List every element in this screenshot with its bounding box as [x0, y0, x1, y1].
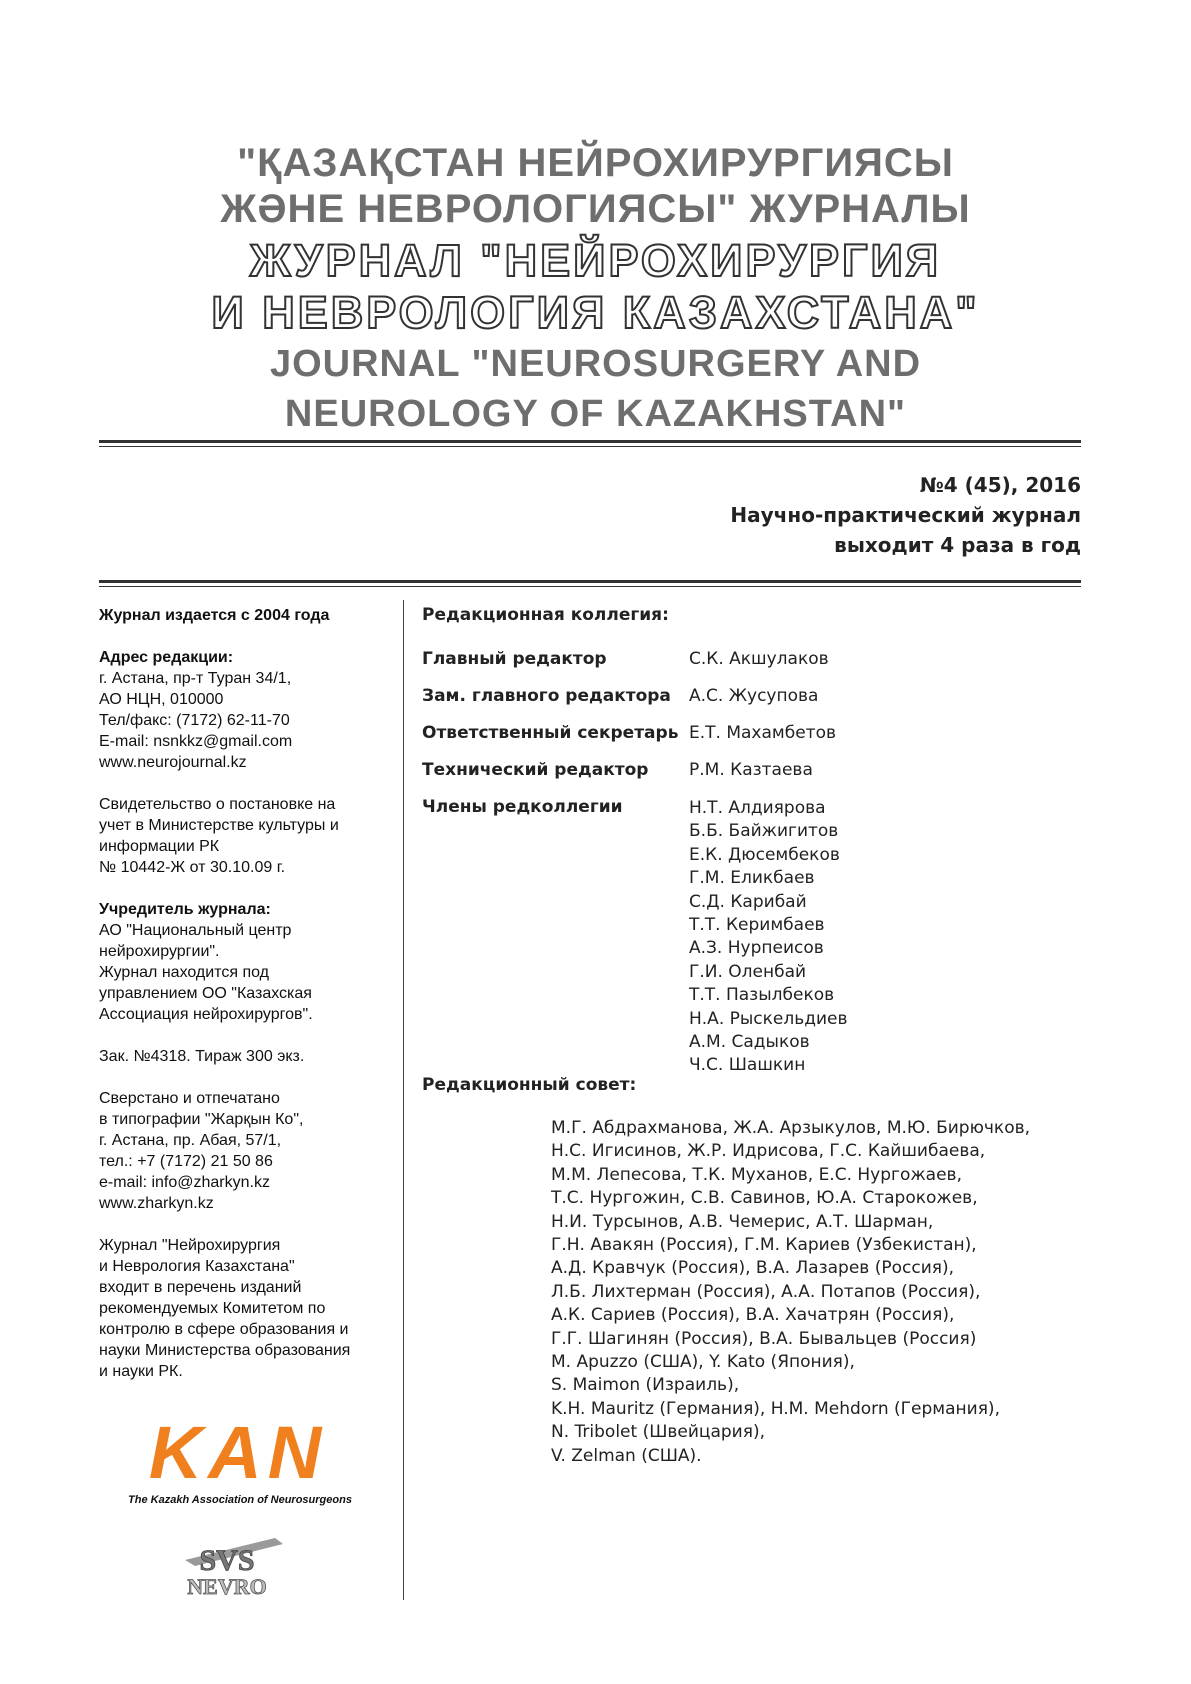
- council-line: Н.С. Игисинов, Ж.Р. Идрисова, Г.С. Кайшибаева,: [551, 1141, 986, 1162]
- since-text: Журнал издается с 2004 года: [99, 607, 330, 624]
- list-line: и Неврология Казахстана": [99, 1258, 295, 1275]
- founder-line: Журнал находится под: [99, 964, 270, 981]
- council-line: Л.Б. Лихтерман (Россия), А.А. Потапов (Россия),: [551, 1281, 981, 1302]
- members-label: Члены редколлегии: [422, 797, 623, 817]
- member-name: Г.И. Оленбай: [689, 961, 807, 982]
- issue-number: №4 (45), 2016: [919, 473, 1081, 497]
- council-line: Г.Н. Авакян (Россия), Г.М. Кариев (Узбекистан),: [551, 1235, 977, 1256]
- address-block: [99, 647, 389, 773]
- listing-block: [99, 1235, 389, 1382]
- title-kz-line1: "ҚАЗАҚСТАН НЕЙРОХИРУРГИЯСЫ: [237, 141, 954, 185]
- title-en-line2: NEUROLOGY OF KAZAKHSTAN": [284, 393, 907, 435]
- cert-line: учет в Министерстве культуры и: [99, 817, 339, 834]
- member-name: Н.А. Рыскельдиев: [689, 1008, 848, 1029]
- phone-line: Тел/факс: (7172) 62-11-70: [99, 712, 290, 729]
- email-line: E-mail: nsnkkz@gmail.com: [99, 733, 293, 750]
- role-person: С.К. Акшулаков: [689, 649, 829, 669]
- council-line: Г.Г. Шагинян (Россия), В.А. Бывальцев (Россия): [551, 1328, 977, 1349]
- list-line: науки Министерства образования: [99, 1342, 351, 1359]
- top-divider-thick: [99, 440, 1081, 443]
- kan-logo-caption: The Kazakh Association of Neurosurgeons: [128, 1494, 352, 1506]
- column-divider: [403, 600, 404, 1600]
- mid-divider-thick: [99, 580, 1081, 583]
- list-line: и науки РК.: [99, 1363, 183, 1380]
- mid-divider-thin: [99, 586, 1081, 587]
- list-line: контролю в сфере образования и: [99, 1321, 349, 1338]
- kan-logo-text: KAN: [148, 1412, 328, 1494]
- list-line: входит в перечень изданий: [99, 1279, 302, 1296]
- role-label: Ответственный секретарь: [422, 723, 679, 743]
- address-line: г. Астана, пр-т Туран 34/1,: [99, 670, 292, 687]
- members-list: [689, 797, 848, 1078]
- role-label: Технический редактор: [422, 760, 649, 780]
- founder-block: [99, 899, 389, 1025]
- print-line: Сверстано и отпечатано: [99, 1090, 280, 1107]
- role-person: Е.Т. Махамбетов: [689, 723, 836, 743]
- role-person: Р.М. Казтаева: [689, 760, 813, 780]
- council-line: А.К. Сариев (Россия), В.А. Хачатрян (Россия),: [551, 1305, 955, 1326]
- council-line: K.H. Mauritz (Германия), H.M. Mehdorn (Германия),: [551, 1398, 1000, 1419]
- member-name: Е.К. Дюсембеков: [689, 844, 840, 865]
- cert-line: № 10442-Ж от 30.10.09 г.: [99, 859, 286, 876]
- founder-line: АО "Национальный центр: [99, 922, 292, 939]
- council-line: М.М. Лепесова, Т.К. Муханов, Е.С. Нургожаев,: [551, 1164, 962, 1185]
- print-line: тел.: +7 (7172) 21 50 86: [99, 1153, 273, 1170]
- title-ru-line1: ЖУРНАЛ "НЕЙРОХИРУРГИЯ: [249, 235, 942, 286]
- title-kz-line2: ЖӘНЕ НЕВРОЛОГИЯСЫ" ЖУРНАЛЫ: [220, 187, 971, 231]
- council-heading: Редакционный совет:: [422, 1075, 637, 1095]
- member-name: Т.Т. Керимбаев: [689, 915, 825, 936]
- role-label: Главный редактор: [422, 649, 607, 669]
- founder-heading: Учредитель журнала:: [99, 901, 271, 918]
- address-heading: Адрес редакции:: [99, 649, 234, 666]
- council-line: Т.С. Нургожин, С.В. Савинов, Ю.А. Старокожев,: [551, 1188, 978, 1209]
- print-line: в типографии "Жарқын Ко",: [99, 1111, 304, 1128]
- council-line: M. Apuzzo (США), Y. Kato (Япония),: [551, 1352, 855, 1373]
- member-name: Т.Т. Пазылбеков: [689, 985, 835, 1006]
- founder-line: нейрохирургии".: [99, 943, 220, 960]
- website-line: www.neurojournal.kz: [99, 754, 247, 771]
- role-person: А.С. Жусупова: [689, 686, 819, 706]
- printing-block: [99, 1088, 389, 1214]
- council-line: А.Д. Кравчук (Россия), В.А. Лазарев (Россия),: [551, 1258, 955, 1279]
- print-line: www.zharkyn.kz: [99, 1195, 214, 1212]
- member-name: С.Д. Карибай: [689, 891, 807, 912]
- cert-line: информации РК: [99, 838, 220, 855]
- cert-line: Свидетельство о постановке на: [99, 796, 336, 813]
- journal-title: [0, 140, 1191, 436]
- council-line: S. Maimon (Израиль),: [551, 1375, 740, 1396]
- print-line: г. Астана, пр. Абая, 57/1,: [99, 1132, 282, 1149]
- member-name: Б.Б. Байжигитов: [689, 821, 839, 842]
- member-name: Г.М. Еликбаев: [689, 868, 815, 889]
- top-divider-thin: [99, 446, 1081, 447]
- member-name: А.З. Нурпеисов: [689, 938, 824, 959]
- address-line: АО НЦН, 010000: [99, 691, 224, 708]
- svs-logo-text: SVS: [199, 1544, 255, 1577]
- title-en-line1: JOURNAL "NEUROSURGERY AND: [269, 343, 922, 385]
- council-line: Н.И. Турсынов, А.В. Чемерис, А.Т. Шарман,: [551, 1211, 934, 1232]
- founder-line: управлением ОО "Казахская: [99, 985, 312, 1002]
- board-heading: Редакционная коллегия:: [422, 605, 669, 625]
- editorial-column: [422, 605, 1062, 1466]
- print-line: e-mail: info@zharkyn.kz: [99, 1174, 270, 1191]
- order-text: Зак. №4318. Тираж 300 экз.: [99, 1048, 305, 1065]
- issue-info: [730, 470, 1081, 560]
- member-name: Н.Т. Алдиярова: [689, 798, 826, 818]
- list-line: Журнал "Нейрохирургия: [99, 1237, 281, 1254]
- member-name: Ч.С. Шашкин: [689, 1055, 806, 1076]
- certificate-block: [99, 794, 389, 878]
- council-line: V. Zelman (США).: [551, 1445, 702, 1466]
- title-ru-line2: И НЕВРОЛОГИЯ КАЗАХСТАНА": [211, 287, 980, 338]
- kan-logo: [100, 1412, 380, 1512]
- founder-line: Ассоциация нейрохирургов".: [99, 1006, 313, 1023]
- svs-nevro-logo: [165, 1530, 295, 1600]
- imprint-column: [99, 605, 389, 1403]
- council-line: N. Tribolet (Швейцария),: [551, 1422, 765, 1443]
- nevro-logo-text: NEVRO: [187, 1574, 267, 1599]
- member-name: А.М. Садыков: [689, 1032, 810, 1053]
- role-label: Зам. главного редактора: [422, 686, 671, 706]
- council-line: М.Г. Абдрахманова, Ж.А. Арзыкулов, М.Ю. Бирючков,: [551, 1118, 1031, 1138]
- issue-frequency: выходит 4 раза в год: [834, 533, 1081, 557]
- list-line: рекомендуемых Комитетом по: [99, 1300, 326, 1317]
- council-list: [551, 1117, 1051, 1468]
- issue-type: Научно-практический журнал: [730, 503, 1081, 527]
